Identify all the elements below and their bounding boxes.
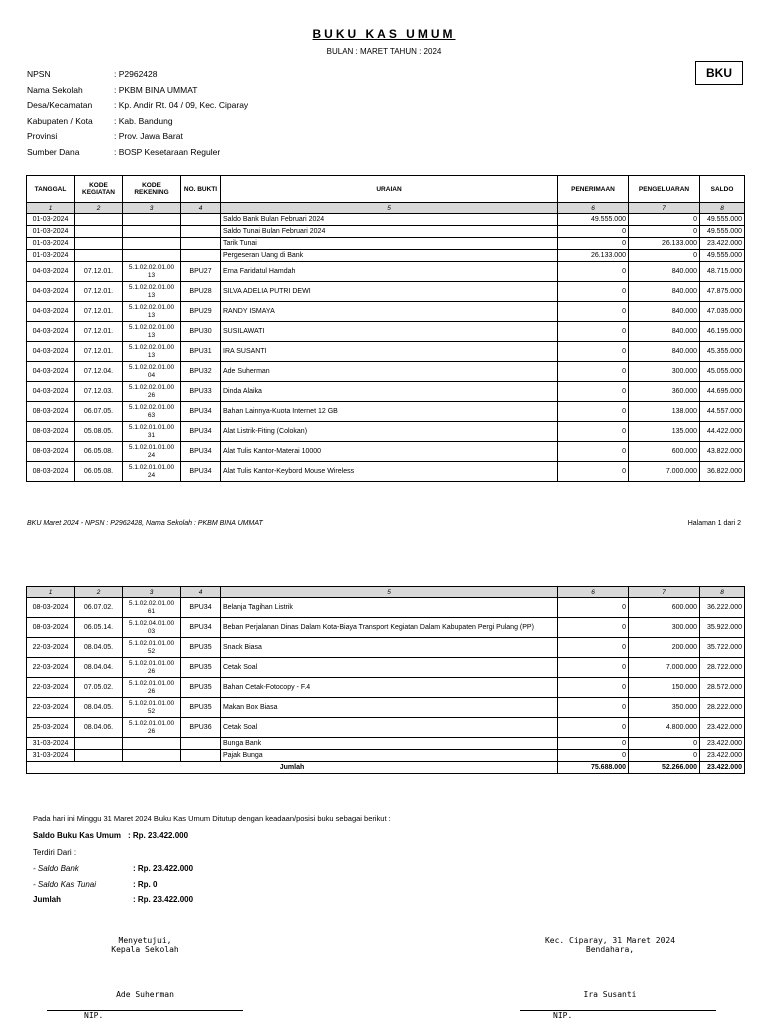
cell-pengeluaran: 138.000 [629, 402, 700, 422]
cell-kode-rekening [123, 214, 181, 226]
cell-uraian: Bahan Lainnya-Kuota Internet 12 GB [221, 402, 558, 422]
cell-tanggal: 04-03-2024 [27, 322, 75, 342]
sig-left-line2: Kepala Sekolah [111, 945, 179, 954]
cell-pengeluaran: 840.000 [629, 342, 700, 362]
cell-no-bukti: BPU34 [181, 618, 221, 638]
cell-saldo: 49.555.000 [700, 250, 745, 262]
cell-kode-rekening [123, 738, 181, 750]
table-row [27, 402, 745, 422]
info-value: : PKBM BINA UMMAT [114, 84, 198, 95]
cell-kode-rekening: 5.1.02.02.01.00 61 [123, 598, 181, 618]
info-label: Provinsi [27, 131, 58, 141]
column-number: 1 [27, 203, 75, 214]
cell-penerimaan: 0 [558, 678, 629, 698]
cell-pengeluaran: 135.000 [629, 422, 700, 442]
cell-pengeluaran: 840.000 [629, 302, 700, 322]
cell-kode-rekening: 5.1.02.01.01.00 26 [123, 658, 181, 678]
cell-kode-kegiatan: 06.07.05. [75, 402, 123, 422]
cell-uraian: Tarik Tunai [221, 238, 558, 250]
cell-kode-rekening: 5.1.02.02.01.00 26 [123, 382, 181, 402]
cell-pengeluaran: 360.000 [629, 382, 700, 402]
cell-no-bukti: BPU30 [181, 322, 221, 342]
cell-tanggal: 01-03-2024 [27, 250, 75, 262]
cell-no-bukti: BPU34 [181, 402, 221, 422]
cell-kode-kegiatan: 07.12.01. [75, 322, 123, 342]
cell-saldo: 28.222.000 [700, 698, 745, 718]
cell-pengeluaran: 0 [629, 738, 700, 750]
cell-kode-rekening: 5.1.02.02.01.00 13 [123, 342, 181, 362]
column-number: 4 [181, 587, 221, 598]
column-number-row [27, 203, 745, 214]
cell-no-bukti: BPU34 [181, 598, 221, 618]
column-number: 8 [700, 587, 745, 598]
cell-kode-rekening: 5.1.02.02.01.00 13 [123, 302, 181, 322]
cell-penerimaan: 0 [558, 462, 629, 482]
summary-tunai-label: - Saldo Kas Tunai [33, 880, 96, 889]
table-row [27, 738, 745, 750]
cell-penerimaan: 0 [558, 362, 629, 382]
cell-penerimaan: 0 [558, 442, 629, 462]
cell-saldo: 49.555.000 [700, 226, 745, 238]
cell-tanggal: 01-03-2024 [27, 238, 75, 250]
table-row [27, 678, 745, 698]
cell-uraian: RANDY ISMAYA [221, 302, 558, 322]
info-value: : Kab. Bandung [114, 115, 173, 126]
info-label: Desa/Kecamatan [27, 100, 93, 110]
cell-kode-rekening: 5.1.02.01.01.00 24 [123, 442, 181, 462]
cell-uraian: Alat Tulis Kantor-Keybord Mouse Wireless [221, 462, 558, 482]
cell-kode-kegiatan [75, 738, 123, 750]
cell-pengeluaran: 600.000 [629, 442, 700, 462]
cell-penerimaan: 0 [558, 322, 629, 342]
cell-tanggal: 04-03-2024 [27, 342, 75, 362]
cell-kode-rekening: 5.1.02.01.01.00 24 [123, 462, 181, 482]
cell-tanggal: 22-03-2024 [27, 698, 75, 718]
cell-saldo: 36.222.000 [700, 598, 745, 618]
document-subtitle: BULAN : MARET TAHUN : 2024 [326, 47, 442, 56]
cell-pengeluaran: 7.000.000 [629, 658, 700, 678]
cell-saldo: 23.422.000 [700, 738, 745, 750]
cell-kode-kegiatan: 07.12.01. [75, 262, 123, 282]
cell-tanggal: 04-03-2024 [27, 382, 75, 402]
cell-kode-kegiatan: 08.04.05. [75, 698, 123, 718]
cell-pengeluaran: 0 [629, 750, 700, 762]
cell-kode-kegiatan [75, 214, 123, 226]
cell-no-bukti: BPU29 [181, 302, 221, 322]
cell-kode-rekening: 5.1.02.04.01.00 03 [123, 618, 181, 638]
table-row [27, 362, 745, 382]
cell-penerimaan: 26.133.000 [558, 250, 629, 262]
info-row [27, 116, 248, 132]
col-header-tanggal: TANGGAL [27, 176, 75, 203]
info-value: : Prov. Jawa Barat [114, 131, 183, 141]
cell-tanggal: 04-03-2024 [27, 282, 75, 302]
col-header-pengeluaran: PENGELUARAN [629, 176, 700, 203]
cell-saldo: 23.422.000 [700, 238, 745, 250]
cell-saldo: 49.555.000 [700, 214, 745, 226]
column-number: 5 [221, 203, 558, 214]
cell-no-bukti [181, 226, 221, 238]
table-row [27, 598, 745, 618]
cell-penerimaan: 0 [558, 342, 629, 362]
cell-uraian: Saldo Tunai Bulan Februari 2024 [221, 226, 558, 238]
cell-saldo: 45.055.000 [700, 362, 745, 382]
column-number: 1 [27, 587, 75, 598]
cell-tanggal: 04-03-2024 [27, 262, 75, 282]
cell-saldo: 35.922.000 [700, 618, 745, 638]
cell-penerimaan: 0 [558, 226, 629, 238]
summary-jumlah-label: Jumlah [33, 895, 62, 904]
cell-uraian: Erna Faridatul Hamdah [221, 262, 558, 282]
cell-kode-kegiatan: 06.07.02. [75, 598, 123, 618]
cell-kode-kegiatan: 07.12.04. [75, 362, 123, 382]
column-number: 6 [558, 587, 629, 598]
sig-right-line2: Bendahara, [585, 945, 635, 954]
cell-no-bukti: BPU36 [181, 718, 221, 738]
cell-uraian: Pajak Bunga [221, 750, 558, 762]
info-label: NPSN [27, 69, 51, 79]
total-penerimaan: 75.688.000 [558, 762, 629, 774]
cell-uraian: Makan Box Biasa [221, 698, 558, 718]
cell-no-bukti: BPU35 [181, 698, 221, 718]
cell-penerimaan: 0 [558, 262, 629, 282]
cell-tanggal: 25-03-2024 [27, 718, 75, 738]
column-number: 8 [700, 203, 745, 214]
cell-uraian: Bahan Cetak-Fotocopy - F.4 [221, 678, 558, 698]
cell-saldo: 28.572.000 [700, 678, 745, 698]
cell-saldo: 36.822.000 [700, 462, 745, 482]
column-number: 4 [181, 203, 221, 214]
column-number: 2 [75, 203, 123, 214]
summary-jumlah-value: : Rp. 23.422.000 [133, 895, 194, 904]
cell-tanggal: 04-03-2024 [27, 362, 75, 382]
table-row [27, 382, 745, 402]
cell-penerimaan: 0 [558, 638, 629, 658]
summary-intro: Pada hari ini Minggu 31 Maret 2024 Buku Kas Umum Ditutup dengan keadaan/posisi buku sebagai berikut : [33, 814, 391, 823]
cell-kode-kegiatan [75, 226, 123, 238]
cell-pengeluaran: 0 [629, 226, 700, 238]
cell-saldo: 44.422.000 [700, 422, 745, 442]
cell-kode-kegiatan: 05.08.05. [75, 422, 123, 442]
column-number: 7 [629, 587, 700, 598]
table-row [27, 462, 745, 482]
cell-pengeluaran: 350.000 [629, 698, 700, 718]
table-row [27, 238, 745, 250]
cell-uraian: Saldo Bank Bulan Februari 2024 [221, 214, 558, 226]
cell-kode-kegiatan: 08.04.06. [75, 718, 123, 738]
bku-table-page-1 [26, 175, 745, 482]
col-header-kode-rekening: KODE REKENING [123, 176, 181, 203]
info-row [27, 131, 248, 147]
cell-uraian: SUSILAWATI [221, 322, 558, 342]
cell-tanggal: 22-03-2024 [27, 638, 75, 658]
table-row [27, 658, 745, 678]
cell-tanggal: 31-03-2024 [27, 738, 75, 750]
total-row [27, 762, 745, 774]
cell-uraian: Dinda Alaika [221, 382, 558, 402]
summary-tunai-value: : Rp. 0 [133, 880, 158, 889]
school-info [27, 69, 248, 162]
info-row [27, 85, 248, 101]
cell-pengeluaran: 150.000 [629, 678, 700, 698]
cell-no-bukti: BPU33 [181, 382, 221, 402]
summary-terdiri: Terdiri Dari : [33, 848, 77, 857]
info-value: : P2962428 [114, 69, 158, 79]
cell-kode-kegiatan: 08.04.04. [75, 658, 123, 678]
cell-penerimaan: 0 [558, 598, 629, 618]
cell-kode-kegiatan: 06.05.14. [75, 618, 123, 638]
cell-pengeluaran: 7.000.000 [629, 462, 700, 482]
cell-uraian: SILVA ADELIA PUTRI DEWI [221, 282, 558, 302]
cell-no-bukti [181, 238, 221, 250]
cell-uraian: Belanja Tagihan Listrik [221, 598, 558, 618]
cell-saldo: 23.422.000 [700, 750, 745, 762]
cell-kode-rekening: 5.1.02.02.01.00 13 [123, 282, 181, 302]
cell-kode-rekening [123, 238, 181, 250]
summary-bank-label: - Saldo Bank [33, 864, 79, 873]
col-header-no-bukti: NO. BUKTI [181, 176, 221, 203]
cell-saldo: 23.422.000 [700, 718, 745, 738]
total-label: Jumlah [27, 762, 558, 774]
info-label: Kabupaten / Kota [27, 115, 93, 126]
cell-saldo: 45.355.000 [700, 342, 745, 362]
table-row [27, 618, 745, 638]
cell-kode-rekening [123, 250, 181, 262]
info-label: Sumber Dana [27, 146, 80, 157]
col-header-saldo: SALDO [700, 176, 745, 203]
cell-no-bukti: BPU34 [181, 462, 221, 482]
cell-pengeluaran: 600.000 [629, 598, 700, 618]
cell-kode-kegiatan: 07.12.01. [75, 282, 123, 302]
sig-right-name: Ira Susanti [583, 990, 637, 999]
cell-kode-rekening: 5.1.02.01.01.00 52 [123, 698, 181, 718]
table-row [27, 698, 745, 718]
cell-no-bukti [181, 750, 221, 762]
table-row [27, 250, 745, 262]
cell-kode-rekening: 5.1.02.01.01.00 52 [123, 638, 181, 658]
table-row [27, 302, 745, 322]
cell-saldo: 44.557.000 [700, 402, 745, 422]
total-pengeluaran: 52.266.000 [629, 762, 700, 774]
column-number: 6 [558, 203, 629, 214]
cell-saldo: 47.875.000 [700, 282, 745, 302]
cell-no-bukti: BPU28 [181, 282, 221, 302]
sig-left-nip: NIP. [84, 1011, 104, 1020]
bku-badge: BKU [695, 61, 743, 85]
table-row [27, 322, 745, 342]
table-row [27, 282, 745, 302]
cell-tanggal: 01-03-2024 [27, 226, 75, 238]
cell-penerimaan: 0 [558, 422, 629, 442]
cell-penerimaan: 0 [558, 658, 629, 678]
page-footer-left: BKU Maret 2024 - NPSN : P2962428, Nama Sekolah : PKBM BINA UMMAT [27, 520, 263, 527]
cell-saldo: 28.722.000 [700, 658, 745, 678]
cell-penerimaan: 0 [558, 302, 629, 322]
cell-tanggal: 31-03-2024 [27, 750, 75, 762]
cell-penerimaan: 49.555.000 [558, 214, 629, 226]
cell-penerimaan: 0 [558, 750, 629, 762]
cell-no-bukti: BPU27 [181, 262, 221, 282]
cell-kode-rekening: 5.1.02.02.01.00 63 [123, 402, 181, 422]
cell-saldo: 48.715.000 [700, 262, 745, 282]
cell-kode-kegiatan: 06.05.08. [75, 462, 123, 482]
column-number: 2 [75, 587, 123, 598]
summary-saldo-label: Saldo Buku Kas Umum [33, 831, 122, 840]
column-number: 7 [629, 203, 700, 214]
cell-tanggal: 22-03-2024 [27, 678, 75, 698]
sig-right-line1: Kec. Ciparay, 31 Maret 2024 [544, 936, 676, 945]
cell-tanggal: 08-03-2024 [27, 402, 75, 422]
column-number: 3 [123, 203, 181, 214]
cell-no-bukti [181, 738, 221, 750]
column-number: 5 [221, 587, 558, 598]
cell-saldo: 46.195.000 [700, 322, 745, 342]
cell-kode-kegiatan: 07.05.02. [75, 678, 123, 698]
sig-left-line [47, 1010, 243, 1011]
cell-penerimaan: 0 [558, 738, 629, 750]
sig-right-line [520, 1010, 716, 1011]
cell-kode-kegiatan: 07.12.01. [75, 342, 123, 362]
info-value: : BOSP Kesetaraan Reguler [114, 146, 221, 157]
cell-no-bukti: BPU31 [181, 342, 221, 362]
cell-kode-kegiatan: 07.12.03. [75, 382, 123, 402]
table-row [27, 214, 745, 226]
sig-right-heading [530, 936, 690, 954]
table-row [27, 638, 745, 658]
cell-tanggal: 08-03-2024 [27, 422, 75, 442]
table-header-row [27, 176, 745, 203]
col-header-kode-kegiatan: KODE KEGIATAN [75, 176, 123, 203]
cell-uraian: Beban Perjalanan Dinas Dalam Kota-Biaya Transport Kegiatan Dalam Kabupaten Pergi Pulang (PP) [221, 618, 558, 638]
cell-kode-rekening: 5.1.02.01.01.00 26 [123, 678, 181, 698]
cell-penerimaan: 0 [558, 698, 629, 718]
cell-uraian: Ade Suherman [221, 362, 558, 382]
table-row [27, 750, 745, 762]
cell-penerimaan: 0 [558, 382, 629, 402]
cell-kode-rekening: 5.1.02.01.01.00 26 [123, 718, 181, 738]
cell-kode-kegiatan: 08.04.05. [75, 638, 123, 658]
cell-pengeluaran: 300.000 [629, 362, 700, 382]
cell-penerimaan: 0 [558, 282, 629, 302]
total-saldo: 23.422.000 [700, 762, 745, 774]
info-row [27, 69, 248, 85]
cell-kode-rekening [123, 226, 181, 238]
cell-kode-kegiatan: 07.12.01. [75, 302, 123, 322]
cell-saldo: 35.722.000 [700, 638, 745, 658]
cell-pengeluaran: 4.800.000 [629, 718, 700, 738]
column-number: 3 [123, 587, 181, 598]
cell-kode-rekening: 5.1.02.02.01.00 13 [123, 262, 181, 282]
cell-saldo: 43.822.000 [700, 442, 745, 462]
bku-table-page-2 [26, 586, 745, 774]
cell-uraian: Cetak Soal [221, 658, 558, 678]
sig-left-heading [80, 936, 210, 954]
cell-pengeluaran: 0 [629, 250, 700, 262]
col-header-uraian: URAIAN [221, 176, 558, 203]
table-row [27, 422, 745, 442]
cell-uraian: IRA SUSANTI [221, 342, 558, 362]
info-row [27, 147, 248, 163]
sig-left-name: Ade Suherman [116, 990, 174, 999]
cell-no-bukti: BPU34 [181, 442, 221, 462]
page-footer-right: Halaman 1 dari 2 [687, 520, 741, 527]
cell-uraian: Cetak Soal [221, 718, 558, 738]
cell-uraian: Alat Listrik-Fiting (Colokan) [221, 422, 558, 442]
cell-no-bukti: BPU32 [181, 362, 221, 382]
cell-saldo: 44.695.000 [700, 382, 745, 402]
cell-tanggal: 08-03-2024 [27, 462, 75, 482]
cell-no-bukti: BPU35 [181, 658, 221, 678]
cell-kode-rekening: 5.1.02.02.01.00 04 [123, 362, 181, 382]
cell-pengeluaran: 26.133.000 [629, 238, 700, 250]
cell-no-bukti: BPU34 [181, 422, 221, 442]
cell-pengeluaran: 300.000 [629, 618, 700, 638]
cell-uraian: Alat Tulis Kantor-Materai 10000 [221, 442, 558, 462]
cell-no-bukti: BPU35 [181, 638, 221, 658]
info-label: Nama Sekolah [27, 84, 83, 95]
cell-uraian: Snack Biasa [221, 638, 558, 658]
col-header-penerimaan: PENERIMAAN [558, 176, 629, 203]
summary-bank-value: : Rp. 23.422.000 [133, 864, 194, 873]
table-row [27, 442, 745, 462]
cell-penerimaan: 0 [558, 718, 629, 738]
cell-tanggal: 04-03-2024 [27, 302, 75, 322]
summary-saldo-value: : Rp. 23.422.000 [128, 831, 189, 840]
cell-no-bukti: BPU35 [181, 678, 221, 698]
cell-kode-rekening [123, 750, 181, 762]
cell-pengeluaran: 0 [629, 214, 700, 226]
cell-penerimaan: 0 [558, 402, 629, 422]
cell-tanggal: 08-03-2024 [27, 618, 75, 638]
cell-saldo: 47.035.000 [700, 302, 745, 322]
cell-uraian: Bunga Bank [221, 738, 558, 750]
cell-tanggal: 01-03-2024 [27, 214, 75, 226]
cell-no-bukti [181, 250, 221, 262]
table-row [27, 226, 745, 238]
table-row [27, 718, 745, 738]
cell-kode-kegiatan [75, 238, 123, 250]
cell-pengeluaran: 840.000 [629, 262, 700, 282]
sig-left-line1: Menyetujui, [118, 936, 172, 945]
cell-kode-kegiatan: 06.05.08. [75, 442, 123, 462]
cell-tanggal: 08-03-2024 [27, 598, 75, 618]
cell-uraian: Pergeseran Uang di Bank [221, 250, 558, 262]
cell-no-bukti [181, 214, 221, 226]
cell-penerimaan: 0 [558, 238, 629, 250]
column-number-row [27, 587, 745, 598]
cell-pengeluaran: 200.000 [629, 638, 700, 658]
cell-pengeluaran: 840.000 [629, 322, 700, 342]
cell-pengeluaran: 840.000 [629, 282, 700, 302]
cell-kode-rekening: 5.1.02.02.01.00 13 [123, 322, 181, 342]
cell-kode-kegiatan [75, 750, 123, 762]
cell-tanggal: 22-03-2024 [27, 658, 75, 678]
info-row [27, 100, 248, 116]
info-value: : Kp. Andir Rt. 04 / 09, Kec. Ciparay [114, 100, 249, 110]
sig-right-nip: NIP. [553, 1011, 573, 1020]
table-row [27, 342, 745, 362]
document-title: BUKU KAS UMUM [312, 27, 456, 41]
cell-kode-kegiatan [75, 250, 123, 262]
cell-penerimaan: 0 [558, 618, 629, 638]
cell-tanggal: 08-03-2024 [27, 442, 75, 462]
table-row [27, 262, 745, 282]
cell-kode-rekening: 5.1.02.01.01.00 31 [123, 422, 181, 442]
